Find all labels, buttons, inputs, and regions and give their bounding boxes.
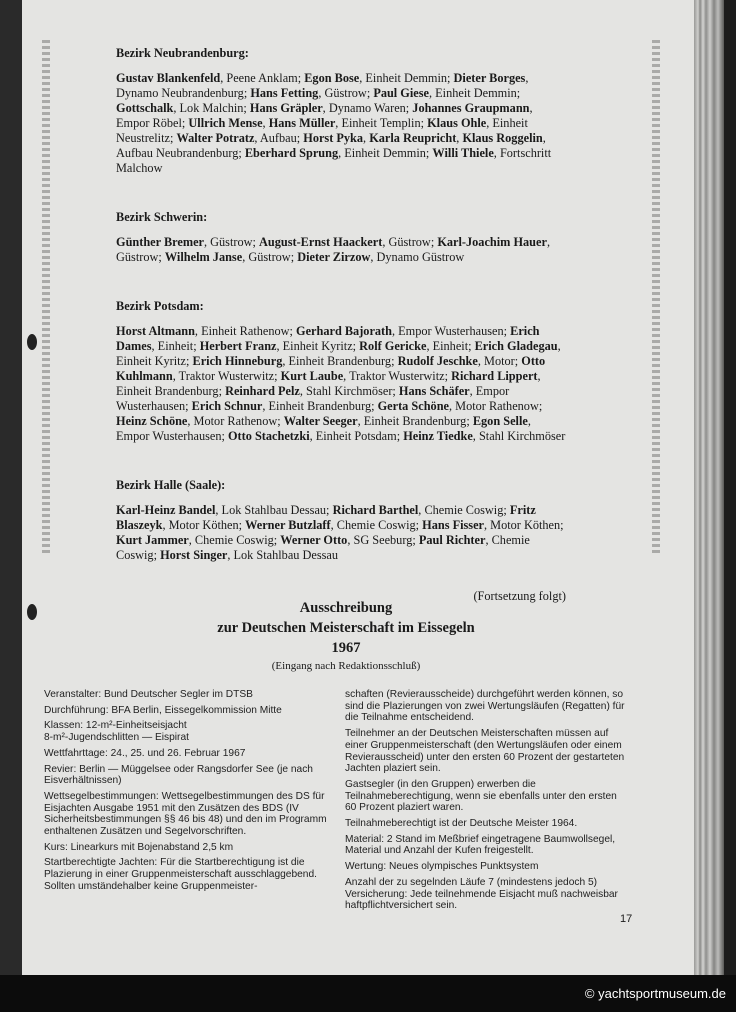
continuation-note: (Fortsetzung folgt) xyxy=(473,589,566,603)
participant-name: Hans Schäfer xyxy=(398,384,470,398)
participant-name: Rolf Gericke xyxy=(359,339,427,353)
participant-club: , Stahl Kirchmöser xyxy=(472,429,566,443)
participant-club: , xyxy=(456,131,463,145)
participant-name: Herbert Franz xyxy=(199,339,277,353)
district-heading: Bezirk Potsdam: xyxy=(116,299,204,313)
participant-club: , Einheit Brandenburg; xyxy=(116,369,541,398)
participant-name: Fritz Blaszeyk xyxy=(116,503,536,532)
participant-name: Wilhelm Janse xyxy=(164,250,243,264)
participant-name: Hans Fisser xyxy=(422,518,484,532)
participant-name: Erich Hinneburg xyxy=(192,354,283,368)
participant-club: , Chemie Coswig; xyxy=(116,533,530,562)
participant-name: Walter Potratz xyxy=(176,131,255,145)
announcement-paragraph: Wettfahrttage: 24., 25. und 26. Februar 1967 xyxy=(44,747,246,759)
participant-club: , Empor Wusterhausen; xyxy=(116,414,531,443)
announcement-paragraph: Kurs: Linearkurs mit Bojenabstand 2,5 km xyxy=(44,841,234,853)
participant-name: Egon Bose xyxy=(304,71,360,85)
district-participants xyxy=(116,71,566,176)
participant-club: , Motor Rathenow; xyxy=(449,399,543,413)
announcement-left-column xyxy=(44,689,329,897)
page-number: 17 xyxy=(620,913,633,925)
announcement-paragraph: Teilnehmer an der Deutschen Meisterschaften müssen auf einer Gruppenmeisterschaft (den Wertungsläufen oder einem Revierausscheid) unter den ersten 60 Prozent der gestarteten Jachten plaziert sein. xyxy=(345,728,625,775)
participant-club: , Einheit Brandenburg; xyxy=(262,399,378,413)
participant-club: , Lok Stahlbau Dessau; xyxy=(215,503,333,517)
participant-club: , xyxy=(262,116,269,130)
participant-name: Erich Schnur xyxy=(191,399,263,413)
participant-name: Werner Butzlaff xyxy=(245,518,331,532)
participant-club: , Lok Malchin; xyxy=(173,101,250,115)
participant-club: , Güstrow; xyxy=(204,235,259,249)
watermark-text: © yachtsportmuseum.de xyxy=(584,986,726,1001)
participant-name: Horst Singer xyxy=(160,548,228,562)
participant-club: , Einheit Rathenow; xyxy=(194,324,297,338)
binding-hole-icon xyxy=(27,604,37,620)
page-stack-edge xyxy=(694,0,724,975)
participant-name: Gottschalk xyxy=(116,101,174,115)
participant-name: Klaus Roggelin xyxy=(462,131,543,145)
participant-club: , Einheit Templin; xyxy=(335,116,428,130)
binding-hole-icon xyxy=(27,334,37,350)
participant-club: , Chemie Coswig; xyxy=(418,503,510,517)
announcement-paragraph: Wertung: Neues olympisches Punktsystem xyxy=(345,861,539,873)
announcement-paragraph: Startberechtigte Jachten: Für die Startberechtigung ist die Plazierung in einer Gruppenmeisterschaft ausschlaggebend. Sollten umständehalber keine Gruppenmeister- xyxy=(44,857,317,892)
participant-name: Kurt Laube xyxy=(280,369,344,383)
participant-name: Walter Seeger xyxy=(283,414,358,428)
participant-name: Richard Lippert xyxy=(451,369,538,383)
announcement-note: (Eingang nach Redaktionsschluß) xyxy=(271,660,421,672)
participant-club: , Aufbau; xyxy=(254,131,304,145)
participant-club: , Einheit Demmin; xyxy=(359,71,454,85)
participant-name: Karl-Heinz Bandel xyxy=(116,503,216,517)
participant-name: Karl-Joachim Hauer xyxy=(437,235,547,249)
participant-club: , Motor Rathenow; xyxy=(187,414,284,428)
announcement-paragraph: Gastsegler (in den Gruppen) erwerben die Teilnahmeberechtigung, wenn sie ebenfalls unter den ersten 60 Prozent plaziert waren. xyxy=(345,778,617,814)
participant-club: , Motor Köthen; xyxy=(484,518,564,532)
participant-name: Eberhard Sprung xyxy=(244,146,339,160)
participant-name: Otto Kuhlmann xyxy=(116,354,546,383)
participant-club: , Einheit Potsdam; xyxy=(309,429,404,443)
participant-name: Rudolf Jeschke xyxy=(397,354,478,368)
participant-club: , Güstrow; xyxy=(382,235,438,249)
participant-name: Klaus Ohle xyxy=(427,116,487,130)
district-heading: Bezirk Halle (Saale): xyxy=(116,478,226,492)
participant-club: , Peene Anklam; xyxy=(220,71,305,85)
participant-club: , Einheit Brandenburg; xyxy=(282,354,398,368)
participant-name: Gerhard Bajorath xyxy=(296,324,392,338)
participant-name: Horst Altmann xyxy=(116,324,195,338)
participant-club: , Motor; xyxy=(477,354,522,368)
participant-club: , Einheit Brandenburg; xyxy=(357,414,473,428)
announcement-paragraph: Wettsegelbestimmungen: Wettsegelbestimmungen des DS für Eisjachten Ausgabe 1951 mit den Zusätzen des BDS (IV Sicherheitsbestimmungen §§ 46 bis 48) und den im Programm enthaltenen Zusätzen und Segelvorschriften. xyxy=(44,790,327,838)
participant-club: , Dynamo Waren; xyxy=(322,101,413,115)
district-participants xyxy=(116,503,566,563)
participant-club: , Traktor Wusterwitz; xyxy=(343,369,452,383)
announcement-paragraph: Klassen: 12-m²-Einheitseisjacht 8-m²-Jugendschlitten — Eispirat xyxy=(44,720,189,744)
announcement-paragraph: Veranstalter: Bund Deutscher Segler im DTSB xyxy=(44,689,253,700)
participant-name: Erich Gladegau xyxy=(474,339,558,353)
participant-club: , Einheit Neustrelitz; xyxy=(116,116,528,145)
announcement-title: Ausschreibung xyxy=(299,600,393,616)
participant-club: , Empor Röbel; xyxy=(116,101,533,130)
participant-club: , Chemie Coswig; xyxy=(330,518,423,532)
participant-club: , Einheit Demmin; xyxy=(429,86,521,100)
participant-name: Werner Otto xyxy=(280,533,348,547)
right-shadow xyxy=(724,0,736,975)
left-ornamental-border xyxy=(42,40,50,555)
participant-club: , Dynamo Neubrandenburg; xyxy=(116,71,529,100)
announcement-paragraph: Material: 2 Stand im Meßbrief eingetragene Baumwollsegel, Material und Anzahl der Kufen freigestellt. xyxy=(345,833,616,857)
announcement-header xyxy=(116,598,576,672)
participant-club: , Güstrow; xyxy=(116,235,551,264)
participant-club: , Fortschritt Malchow xyxy=(116,146,552,175)
participant-name: Gerta Schöne xyxy=(377,399,449,413)
participant-club: , Einheit Kyritz; xyxy=(276,339,360,353)
participant-club: , Lok Stahlbau Dessau xyxy=(227,548,339,562)
announcement-right-column xyxy=(345,689,630,916)
participant-club: , Stahl Kirchmöser; xyxy=(299,384,399,398)
district-participants xyxy=(116,235,566,265)
participant-name: Hans Gräpler xyxy=(249,101,323,115)
participant-name: Johannes Graupmann xyxy=(412,101,530,115)
participant-club: , SG Seeburg; xyxy=(347,533,419,547)
participant-name: Ullrich Mense xyxy=(188,116,263,130)
participant-name: Günther Bremer xyxy=(116,235,204,249)
participant-name: Reinhard Pelz xyxy=(225,384,300,398)
participant-name: Karla Reupricht xyxy=(369,131,457,145)
announcement-year: 1967 xyxy=(331,640,361,656)
participant-name: Heinz Tiedke xyxy=(403,429,473,443)
participant-name: Egon Selle xyxy=(472,414,528,428)
participant-club: , Einheit Kyritz; xyxy=(116,339,561,368)
participant-club: , Empor Wusterhausen; xyxy=(116,384,510,413)
announcement-paragraph: Anzahl der zu segelnden Läufe 7 (mindestens jedoch 5) Versicherung: Jede teilnehmende Eisjacht muß nachweisbar haftpflichtversichert sein. xyxy=(345,876,618,912)
participant-name: August-Ernst Haackert xyxy=(259,235,383,249)
magazine-page xyxy=(22,0,694,975)
participant-name: Kurt Jammer xyxy=(116,533,189,547)
announcement-paragraph: Teilnahmeberechtigt ist der Deutsche Meister 1964. xyxy=(345,818,578,830)
participant-name: Dieter Zirzow xyxy=(297,250,371,264)
participant-club: , Aufbau Neubrandenburg; xyxy=(116,131,546,160)
participant-name: Erich Dames xyxy=(116,324,540,353)
participant-club: , Motor Köthen; xyxy=(162,518,246,532)
participant-club: , Dynamo Güstrow xyxy=(370,250,465,264)
announcement-paragraph: Durchführung: BFA Berlin, Eissegelkommission Mitte xyxy=(44,704,282,716)
participant-club: , Einheit; xyxy=(426,339,475,353)
district-heading: Bezirk Neubrandenburg: xyxy=(116,46,249,60)
announcement-paragraph: schaften (Revierausscheide) durchgeführt werden können, so sind die Plazierungen von zwei Wertungsläufen (Regatten) für die Teilnahme entscheidend. xyxy=(345,689,625,724)
participant-name: Richard Barthel xyxy=(332,503,419,517)
participant-club: , Einheit Demmin; xyxy=(338,146,433,160)
participant-club: , Empor Wusterhausen; xyxy=(392,324,511,338)
participant-name: Hans Fetting xyxy=(250,86,319,100)
participant-club: , Güstrow; xyxy=(318,86,374,100)
participant-roster xyxy=(116,46,566,604)
participant-name: Otto Stachetzki xyxy=(227,429,310,443)
book-spine-shadow xyxy=(0,0,22,975)
participant-name: Paul Giese xyxy=(373,86,429,100)
district-participants xyxy=(116,324,566,444)
participant-club: , Traktor Wusterwitz; xyxy=(172,369,281,383)
participant-name: Heinz Schöne xyxy=(116,414,188,428)
announcement-subtitle: zur Deutschen Meisterschaft im Eissegeln xyxy=(217,620,475,636)
participant-club: , Güstrow; xyxy=(242,250,298,264)
participant-club: , Chemie Coswig; xyxy=(188,533,281,547)
district-heading: Bezirk Schwerin: xyxy=(116,210,208,224)
participant-name: Willi Thiele xyxy=(432,146,494,160)
participant-name: Gustav Blankenfeld xyxy=(116,71,221,85)
participant-name: Dieter Borges xyxy=(453,71,526,85)
participant-name: Hans Müller xyxy=(268,116,336,130)
participant-name: Paul Richter xyxy=(418,533,486,547)
announcement-paragraph: Revier: Berlin — Müggelsee oder Rangsdorfer See (je nach Eisverhältnissen) xyxy=(44,763,313,787)
right-ornamental-border xyxy=(652,40,660,555)
participant-club: , Einheit; xyxy=(151,339,200,353)
participant-club: , xyxy=(363,131,370,145)
participant-name: Horst Pyka xyxy=(303,131,364,145)
